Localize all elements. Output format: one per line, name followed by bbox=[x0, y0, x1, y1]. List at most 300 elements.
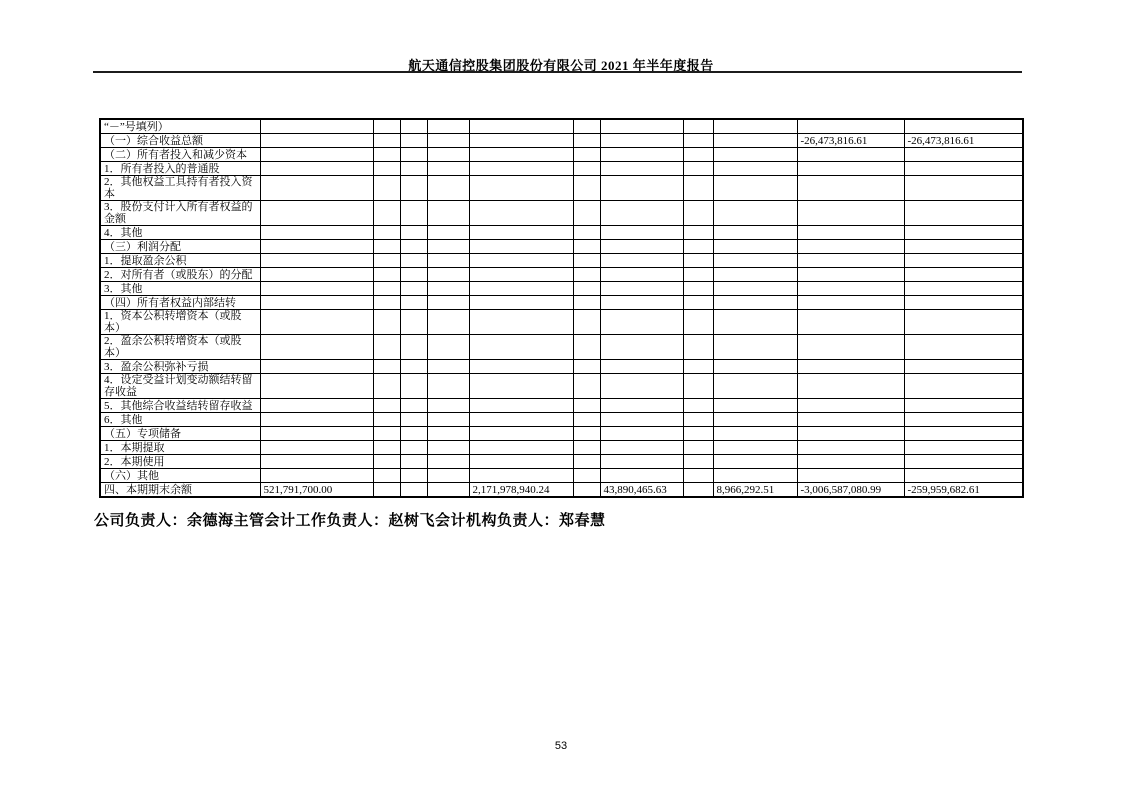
value-cell bbox=[797, 399, 904, 413]
value-cell bbox=[427, 226, 469, 240]
value-cell bbox=[427, 469, 469, 483]
value-cell bbox=[427, 176, 469, 201]
value-cell bbox=[373, 483, 400, 498]
value-cell bbox=[260, 374, 373, 399]
value-cell bbox=[683, 119, 713, 134]
row-label: 2．盈余公积转增资本（或股本） bbox=[100, 335, 260, 360]
value-cell bbox=[600, 413, 683, 427]
table-row bbox=[100, 455, 1023, 469]
value-cell bbox=[683, 483, 713, 498]
value-cell bbox=[400, 240, 427, 254]
value-cell bbox=[373, 360, 400, 374]
value-cell bbox=[600, 201, 683, 226]
value-cell bbox=[683, 282, 713, 296]
value-cell bbox=[600, 226, 683, 240]
value-cell bbox=[469, 374, 573, 399]
value-cell bbox=[797, 176, 904, 201]
value-cell bbox=[797, 296, 904, 310]
value-cell bbox=[600, 254, 683, 268]
value-cell bbox=[427, 413, 469, 427]
value-cell bbox=[400, 469, 427, 483]
row-label: 3．股份支付计入所有者权益的金额 bbox=[100, 201, 260, 226]
table-row bbox=[100, 441, 1023, 455]
row-label: 6．其他 bbox=[100, 413, 260, 427]
value-cell bbox=[469, 201, 573, 226]
value-cell bbox=[469, 119, 573, 134]
value-cell bbox=[600, 399, 683, 413]
value-cell bbox=[573, 310, 600, 335]
value-cell bbox=[260, 441, 373, 455]
value-cell bbox=[400, 374, 427, 399]
value-cell bbox=[713, 162, 797, 176]
value-cell bbox=[427, 296, 469, 310]
value-cell bbox=[573, 134, 600, 148]
value-cell bbox=[260, 162, 373, 176]
value-cell bbox=[683, 413, 713, 427]
row-label: 1．资本公积转增资本（或股本） bbox=[100, 310, 260, 335]
value-cell bbox=[683, 240, 713, 254]
value-cell bbox=[600, 335, 683, 360]
value-cell bbox=[683, 201, 713, 226]
value-cell bbox=[683, 427, 713, 441]
equity-table-body bbox=[100, 119, 1023, 497]
table-row bbox=[100, 374, 1023, 399]
value-cell bbox=[469, 469, 573, 483]
value-cell bbox=[373, 399, 400, 413]
value-cell bbox=[713, 176, 797, 201]
value-cell: 8,966,292.51 bbox=[713, 483, 797, 498]
value-cell bbox=[373, 441, 400, 455]
value-cell bbox=[260, 360, 373, 374]
value-cell bbox=[469, 335, 573, 360]
value-cell bbox=[904, 148, 1023, 162]
value-cell bbox=[573, 335, 600, 360]
value-cell bbox=[713, 469, 797, 483]
value-cell bbox=[713, 201, 797, 226]
value-cell bbox=[683, 360, 713, 374]
value-cell bbox=[400, 201, 427, 226]
value-cell bbox=[904, 427, 1023, 441]
value-cell bbox=[469, 310, 573, 335]
value-cell bbox=[904, 469, 1023, 483]
value-cell bbox=[260, 296, 373, 310]
value-cell bbox=[797, 240, 904, 254]
value-cell bbox=[683, 148, 713, 162]
table-row bbox=[100, 201, 1023, 226]
row-label: （二）所有者投入和减少资本 bbox=[100, 148, 260, 162]
value-cell bbox=[683, 176, 713, 201]
row-label: （三）利润分配 bbox=[100, 240, 260, 254]
value-cell bbox=[683, 162, 713, 176]
value-cell bbox=[469, 268, 573, 282]
row-label: 1．提取盈余公积 bbox=[100, 254, 260, 268]
value-cell bbox=[713, 413, 797, 427]
table-row bbox=[100, 335, 1023, 360]
value-cell bbox=[713, 455, 797, 469]
value-cell bbox=[427, 148, 469, 162]
value-cell bbox=[469, 441, 573, 455]
equity-table bbox=[99, 118, 1024, 498]
value-cell bbox=[469, 254, 573, 268]
value-cell bbox=[683, 226, 713, 240]
row-label: 2．本期使用 bbox=[100, 455, 260, 469]
value-cell bbox=[600, 134, 683, 148]
header-rule bbox=[93, 71, 1022, 73]
value-cell bbox=[469, 427, 573, 441]
value-cell bbox=[373, 374, 400, 399]
value-cell bbox=[713, 427, 797, 441]
table-row bbox=[100, 226, 1023, 240]
value-cell bbox=[260, 254, 373, 268]
value-cell bbox=[373, 335, 400, 360]
value-cell bbox=[600, 427, 683, 441]
value-cell bbox=[260, 240, 373, 254]
table-row bbox=[100, 176, 1023, 201]
table-row bbox=[100, 413, 1023, 427]
value-cell bbox=[904, 441, 1023, 455]
value-cell bbox=[400, 360, 427, 374]
value-cell bbox=[400, 335, 427, 360]
value-cell bbox=[400, 483, 427, 498]
value-cell bbox=[427, 335, 469, 360]
value-cell bbox=[797, 162, 904, 176]
value-cell bbox=[904, 176, 1023, 201]
value-cell bbox=[683, 441, 713, 455]
value-cell bbox=[904, 226, 1023, 240]
value-cell bbox=[904, 268, 1023, 282]
table-row bbox=[100, 310, 1023, 335]
value-cell bbox=[683, 469, 713, 483]
value-cell bbox=[797, 360, 904, 374]
value-cell bbox=[260, 176, 373, 201]
value-cell bbox=[427, 119, 469, 134]
value-cell bbox=[573, 254, 600, 268]
value-cell bbox=[573, 176, 600, 201]
value-cell bbox=[904, 282, 1023, 296]
value-cell bbox=[797, 441, 904, 455]
value-cell bbox=[373, 296, 400, 310]
page-number: 53 bbox=[554, 740, 568, 752]
value-cell bbox=[904, 240, 1023, 254]
value-cell: 2,171,978,940.24 bbox=[469, 483, 573, 498]
value-cell bbox=[573, 268, 600, 282]
value-cell bbox=[427, 268, 469, 282]
value-cell bbox=[260, 201, 373, 226]
value-cell bbox=[373, 455, 400, 469]
row-label: 2．对所有者（或股东）的分配 bbox=[100, 268, 260, 282]
value-cell: -26,473,816.61 bbox=[797, 134, 904, 148]
value-cell bbox=[683, 310, 713, 335]
value-cell bbox=[904, 310, 1023, 335]
value-cell bbox=[713, 441, 797, 455]
value-cell bbox=[400, 134, 427, 148]
row-label: （六）其他 bbox=[100, 469, 260, 483]
value-cell bbox=[797, 282, 904, 296]
value-cell bbox=[400, 296, 427, 310]
value-cell bbox=[600, 176, 683, 201]
value-cell bbox=[427, 240, 469, 254]
value-cell bbox=[600, 441, 683, 455]
value-cell bbox=[427, 360, 469, 374]
value-cell bbox=[713, 374, 797, 399]
value-cell bbox=[427, 455, 469, 469]
value-cell bbox=[469, 134, 573, 148]
table-row bbox=[100, 134, 1023, 148]
row-label: （一）综合收益总额 bbox=[100, 134, 260, 148]
table-row bbox=[100, 483, 1023, 498]
value-cell bbox=[797, 254, 904, 268]
value-cell bbox=[427, 162, 469, 176]
value-cell bbox=[683, 399, 713, 413]
value-cell bbox=[373, 413, 400, 427]
value-cell bbox=[683, 134, 713, 148]
row-label: 4．其他 bbox=[100, 226, 260, 240]
table-row bbox=[100, 148, 1023, 162]
value-cell bbox=[469, 148, 573, 162]
value-cell bbox=[573, 427, 600, 441]
value-cell bbox=[373, 226, 400, 240]
value-cell bbox=[400, 254, 427, 268]
value-cell bbox=[373, 240, 400, 254]
value-cell bbox=[904, 335, 1023, 360]
value-cell bbox=[797, 335, 904, 360]
row-label: 3．其他 bbox=[100, 282, 260, 296]
value-cell bbox=[469, 413, 573, 427]
value-cell bbox=[260, 413, 373, 427]
row-label: （五）专项储备 bbox=[100, 427, 260, 441]
value-cell bbox=[713, 134, 797, 148]
value-cell bbox=[573, 455, 600, 469]
value-cell: -3,006,587,080.99 bbox=[797, 483, 904, 498]
value-cell bbox=[573, 282, 600, 296]
value-cell bbox=[713, 226, 797, 240]
value-cell bbox=[260, 226, 373, 240]
value-cell bbox=[797, 310, 904, 335]
row-label: “－”号填列） bbox=[100, 119, 260, 134]
value-cell bbox=[373, 310, 400, 335]
value-cell bbox=[400, 455, 427, 469]
value-cell bbox=[573, 119, 600, 134]
value-cell bbox=[573, 162, 600, 176]
value-cell bbox=[427, 441, 469, 455]
value-cell bbox=[683, 268, 713, 282]
value-cell bbox=[713, 240, 797, 254]
value-cell bbox=[683, 296, 713, 310]
value-cell bbox=[713, 360, 797, 374]
value-cell bbox=[427, 134, 469, 148]
value-cell bbox=[797, 469, 904, 483]
row-label: 5．其他综合收益结转留存收益 bbox=[100, 399, 260, 413]
value-cell bbox=[427, 399, 469, 413]
report-header-title: 航天通信控股集团股份有限公司 2021 年半年度报告 bbox=[408, 58, 714, 73]
value-cell bbox=[260, 310, 373, 335]
value-cell bbox=[400, 427, 427, 441]
table-row bbox=[100, 469, 1023, 483]
value-cell bbox=[469, 296, 573, 310]
value-cell bbox=[713, 399, 797, 413]
table-row bbox=[100, 162, 1023, 176]
value-cell bbox=[573, 413, 600, 427]
value-cell bbox=[600, 268, 683, 282]
value-cell bbox=[260, 134, 373, 148]
value-cell bbox=[797, 119, 904, 134]
value-cell bbox=[904, 360, 1023, 374]
value-cell bbox=[400, 282, 427, 296]
value-cell bbox=[400, 162, 427, 176]
value-cell bbox=[373, 119, 400, 134]
value-cell bbox=[600, 469, 683, 483]
value-cell bbox=[600, 374, 683, 399]
row-label: 3．盈余公积弥补亏损 bbox=[100, 360, 260, 374]
table-row bbox=[100, 119, 1023, 134]
value-cell bbox=[400, 399, 427, 413]
value-cell bbox=[904, 254, 1023, 268]
value-cell bbox=[427, 254, 469, 268]
value-cell bbox=[373, 282, 400, 296]
value-cell bbox=[713, 335, 797, 360]
value-cell bbox=[683, 335, 713, 360]
value-cell bbox=[373, 176, 400, 201]
value-cell bbox=[400, 310, 427, 335]
value-cell bbox=[573, 374, 600, 399]
value-cell bbox=[573, 483, 600, 498]
value-cell bbox=[260, 282, 373, 296]
value-cell bbox=[469, 176, 573, 201]
value-cell bbox=[904, 413, 1023, 427]
value-cell bbox=[400, 268, 427, 282]
value-cell: 521,791,700.00 bbox=[260, 483, 373, 498]
value-cell bbox=[427, 310, 469, 335]
value-cell bbox=[904, 374, 1023, 399]
table-row bbox=[100, 296, 1023, 310]
value-cell bbox=[797, 374, 904, 399]
value-cell bbox=[713, 296, 797, 310]
value-cell bbox=[600, 360, 683, 374]
value-cell bbox=[469, 399, 573, 413]
value-cell: 43,890,465.63 bbox=[600, 483, 683, 498]
value-cell bbox=[400, 176, 427, 201]
value-cell bbox=[713, 268, 797, 282]
value-cell bbox=[713, 282, 797, 296]
value-cell bbox=[400, 413, 427, 427]
value-cell bbox=[427, 483, 469, 498]
value-cell bbox=[573, 148, 600, 162]
value-cell bbox=[373, 201, 400, 226]
value-cell bbox=[797, 268, 904, 282]
table-row bbox=[100, 427, 1023, 441]
value-cell bbox=[469, 360, 573, 374]
value-cell bbox=[573, 296, 600, 310]
value-cell bbox=[713, 254, 797, 268]
row-label: 2．其他权益工具持有者投入资本 bbox=[100, 176, 260, 201]
value-cell bbox=[797, 226, 904, 240]
value-cell bbox=[400, 441, 427, 455]
value-cell bbox=[373, 162, 400, 176]
value-cell bbox=[469, 455, 573, 469]
value-cell bbox=[260, 268, 373, 282]
value-cell bbox=[713, 119, 797, 134]
value-cell bbox=[683, 374, 713, 399]
value-cell bbox=[573, 399, 600, 413]
row-label: （四）所有者权益内部结转 bbox=[100, 296, 260, 310]
row-label: 1．本期提取 bbox=[100, 441, 260, 455]
value-cell bbox=[400, 226, 427, 240]
value-cell bbox=[600, 296, 683, 310]
value-cell bbox=[600, 310, 683, 335]
value-cell bbox=[373, 134, 400, 148]
value-cell bbox=[427, 282, 469, 296]
value-cell bbox=[427, 427, 469, 441]
value-cell bbox=[260, 455, 373, 469]
value-cell bbox=[904, 399, 1023, 413]
value-cell bbox=[260, 119, 373, 134]
value-cell bbox=[600, 148, 683, 162]
value-cell bbox=[713, 148, 797, 162]
value-cell bbox=[573, 469, 600, 483]
value-cell bbox=[573, 201, 600, 226]
value-cell: -259,959,682.61 bbox=[904, 483, 1023, 498]
value-cell bbox=[373, 427, 400, 441]
value-cell bbox=[904, 296, 1023, 310]
row-label: 1．所有者投入的普通股 bbox=[100, 162, 260, 176]
value-cell bbox=[904, 162, 1023, 176]
value-cell bbox=[713, 310, 797, 335]
value-cell bbox=[600, 282, 683, 296]
value-cell bbox=[260, 399, 373, 413]
value-cell bbox=[797, 427, 904, 441]
table-row bbox=[100, 240, 1023, 254]
value-cell bbox=[600, 455, 683, 469]
value-cell bbox=[373, 254, 400, 268]
value-cell bbox=[373, 148, 400, 162]
value-cell bbox=[600, 119, 683, 134]
value-cell bbox=[600, 162, 683, 176]
value-cell bbox=[904, 119, 1023, 134]
value-cell bbox=[797, 148, 904, 162]
value-cell bbox=[573, 226, 600, 240]
value-cell bbox=[797, 413, 904, 427]
responsible-persons-line: 公司负责人：余德海主管会计工作负责人：赵树飞会计机构负责人：郑春慧 bbox=[94, 513, 606, 529]
value-cell bbox=[573, 240, 600, 254]
table-row bbox=[100, 268, 1023, 282]
value-cell bbox=[573, 441, 600, 455]
table-row bbox=[100, 282, 1023, 296]
value-cell bbox=[469, 240, 573, 254]
value-cell bbox=[427, 201, 469, 226]
table-row bbox=[100, 399, 1023, 413]
value-cell bbox=[469, 226, 573, 240]
value-cell bbox=[260, 148, 373, 162]
value-cell bbox=[683, 254, 713, 268]
row-label: 4．设定受益计划变动额结转留存收益 bbox=[100, 374, 260, 399]
value-cell bbox=[373, 469, 400, 483]
value-cell: -26,473,816.61 bbox=[904, 134, 1023, 148]
value-cell bbox=[260, 335, 373, 360]
value-cell bbox=[427, 374, 469, 399]
value-cell bbox=[904, 201, 1023, 226]
table-row bbox=[100, 360, 1023, 374]
row-label: 四、本期期末余额 bbox=[100, 483, 260, 498]
value-cell bbox=[573, 360, 600, 374]
value-cell bbox=[373, 268, 400, 282]
value-cell bbox=[260, 469, 373, 483]
value-cell bbox=[600, 240, 683, 254]
value-cell bbox=[260, 427, 373, 441]
value-cell bbox=[683, 455, 713, 469]
table-row bbox=[100, 254, 1023, 268]
value-cell bbox=[400, 148, 427, 162]
value-cell bbox=[469, 162, 573, 176]
